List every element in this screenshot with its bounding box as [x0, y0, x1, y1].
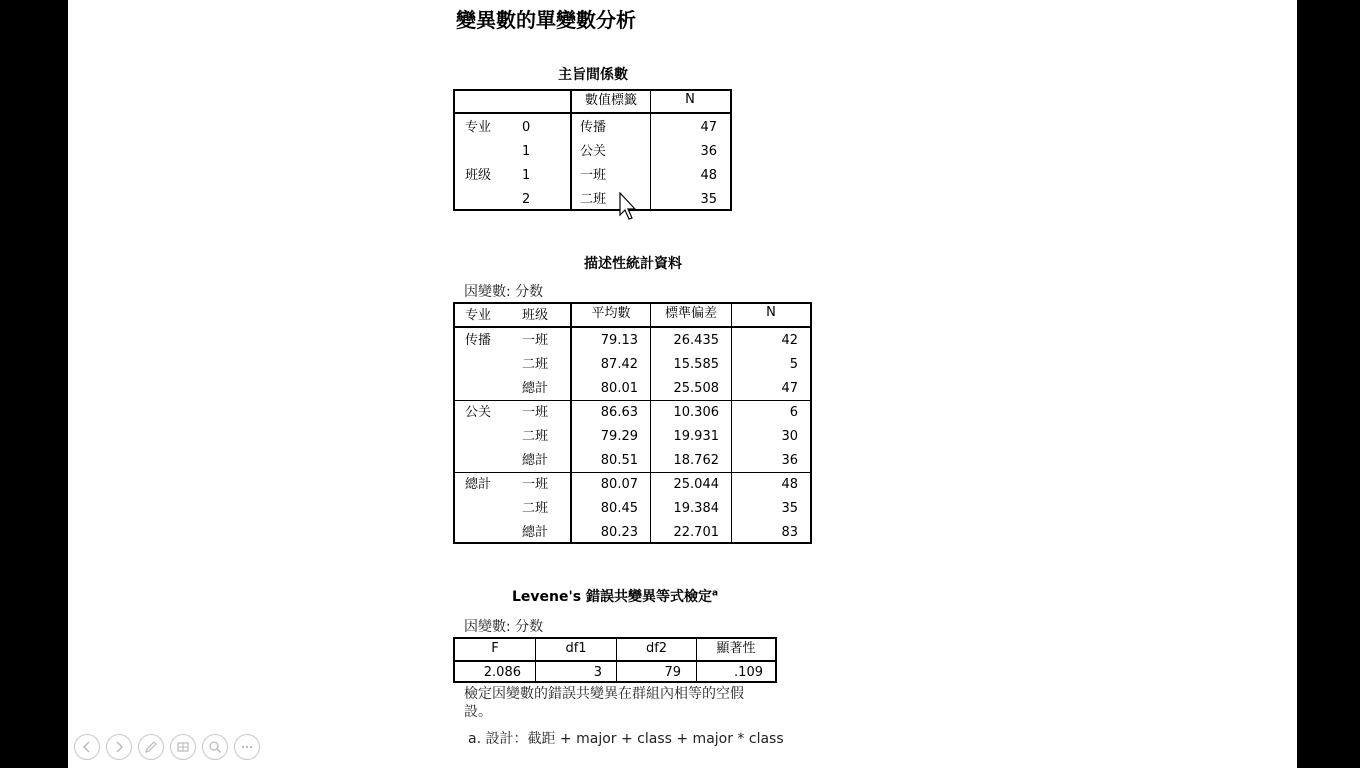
slide-canvas: [68, 0, 1297, 768]
level-value: 0: [522, 120, 531, 135]
sd-value: 25.508: [673, 381, 719, 396]
header-class: 班级: [522, 308, 549, 323]
class-label: 二班: [522, 357, 549, 372]
df1-value: 3: [593, 665, 602, 680]
between-subjects-table: [453, 89, 732, 211]
header-df2: df2: [645, 641, 668, 656]
more-icon: [240, 740, 254, 754]
sd-value: 19.384: [673, 501, 719, 516]
class-label: 總計: [522, 453, 549, 468]
sd-value: 18.762: [673, 453, 719, 468]
sd-value: 10.306: [673, 405, 719, 420]
header-major: 专业: [465, 308, 492, 323]
major-label: 公关: [465, 405, 492, 420]
level-value: 2: [522, 192, 531, 207]
n-value: 47: [700, 120, 717, 135]
sd-value: 26.435: [673, 333, 719, 348]
n-value: 83: [781, 525, 798, 540]
arrow-left-icon: [80, 740, 94, 754]
header-mean: 平均數: [591, 306, 631, 321]
value-label: 一班: [580, 168, 607, 183]
previous-slide-button[interactable]: [74, 734, 100, 760]
slideshow-controls: [74, 734, 260, 760]
mean-value: 79.29: [600, 429, 638, 444]
mean-value: 80.45: [600, 501, 638, 516]
header-n: N: [685, 92, 695, 107]
next-slide-button[interactable]: [106, 734, 132, 760]
n-value: 48: [781, 477, 798, 492]
arrow-right-icon: [112, 740, 126, 754]
n-value: 36: [700, 144, 717, 159]
n-value: 42: [781, 333, 798, 348]
major-label: 總計: [465, 477, 492, 492]
more-options-button[interactable]: [234, 734, 260, 760]
see-all-slides-button[interactable]: [170, 734, 196, 760]
page-title: 變異數的單變數分析: [456, 8, 636, 32]
mean-value: 79.13: [600, 333, 638, 348]
dependent-variable-label: 因變數: 分数: [464, 619, 544, 635]
levene-title: [454, 586, 776, 606]
class-label: 一班: [522, 477, 549, 492]
n-value: 35: [781, 501, 798, 516]
mean-value: 80.23: [600, 525, 638, 540]
zoom-icon: [208, 740, 222, 754]
levene-title-text: Levene's 錯誤共變異等式檢定: [511, 589, 712, 605]
level-value: 1: [522, 144, 531, 159]
mean-value: 86.63: [600, 405, 638, 420]
sd-value: 25.044: [673, 477, 719, 492]
descriptive-table: [453, 302, 812, 544]
header-value-label: 數值標籤: [584, 93, 637, 108]
sd-value: 22.701: [673, 525, 719, 540]
mean-value: 87.42: [600, 357, 638, 372]
class-label: 二班: [522, 501, 549, 516]
class-label: 一班: [522, 405, 549, 420]
class-label: 一班: [522, 333, 549, 348]
header-f: F: [491, 641, 499, 656]
n-value: 48: [700, 168, 717, 183]
df2-value: 79: [664, 665, 681, 680]
factor-label: 专业: [465, 120, 492, 135]
descriptive-title: 描述性統計資料: [584, 256, 682, 272]
slides-icon: [176, 740, 190, 754]
n-value: 5: [789, 357, 798, 372]
level-value: 1: [522, 168, 531, 183]
levene-note: 檢定因變數的錯誤共變異在群組內相等的空假設。: [464, 686, 744, 720]
levene-table: [453, 637, 777, 683]
n-value: 30: [781, 429, 798, 444]
pen-tool-button[interactable]: [138, 734, 164, 760]
between-subjects-title: 主旨間係數: [558, 67, 628, 83]
value-label: 公关: [580, 144, 607, 159]
sd-value: 19.931: [673, 429, 719, 444]
header-sd: 標準偏差: [664, 306, 717, 321]
mean-value: 80.07: [600, 477, 638, 492]
mean-value: 80.51: [600, 453, 638, 468]
levene-title-sup: a: [711, 588, 719, 599]
header-df1: df1: [565, 641, 587, 656]
value-label: 二班: [580, 192, 607, 207]
mean-value: 80.01: [600, 381, 638, 396]
sd-value: 15.585: [673, 357, 719, 372]
n-value: 47: [781, 381, 798, 396]
major-label: 传播: [465, 333, 492, 348]
f-value: 2.086: [483, 665, 521, 680]
class-label: 總計: [522, 525, 549, 540]
factor-label: 班级: [465, 168, 492, 183]
header-n: N: [766, 305, 776, 320]
design-footnote: a. 設計：截距 + major + class + major * class: [468, 731, 784, 747]
class-label: 二班: [522, 429, 549, 444]
value-label: 传播: [580, 120, 607, 135]
zoom-button[interactable]: [202, 734, 228, 760]
n-value: 6: [789, 405, 798, 420]
n-value: 35: [700, 192, 717, 207]
sig-value: .109: [734, 665, 763, 680]
class-label: 總計: [522, 381, 549, 396]
pen-icon: [144, 740, 158, 754]
dependent-variable-label: 因變數: 分数: [464, 284, 544, 300]
header-significance: 顯著性: [716, 641, 756, 656]
n-value: 36: [781, 453, 798, 468]
mouse-cursor-icon: [619, 192, 637, 222]
